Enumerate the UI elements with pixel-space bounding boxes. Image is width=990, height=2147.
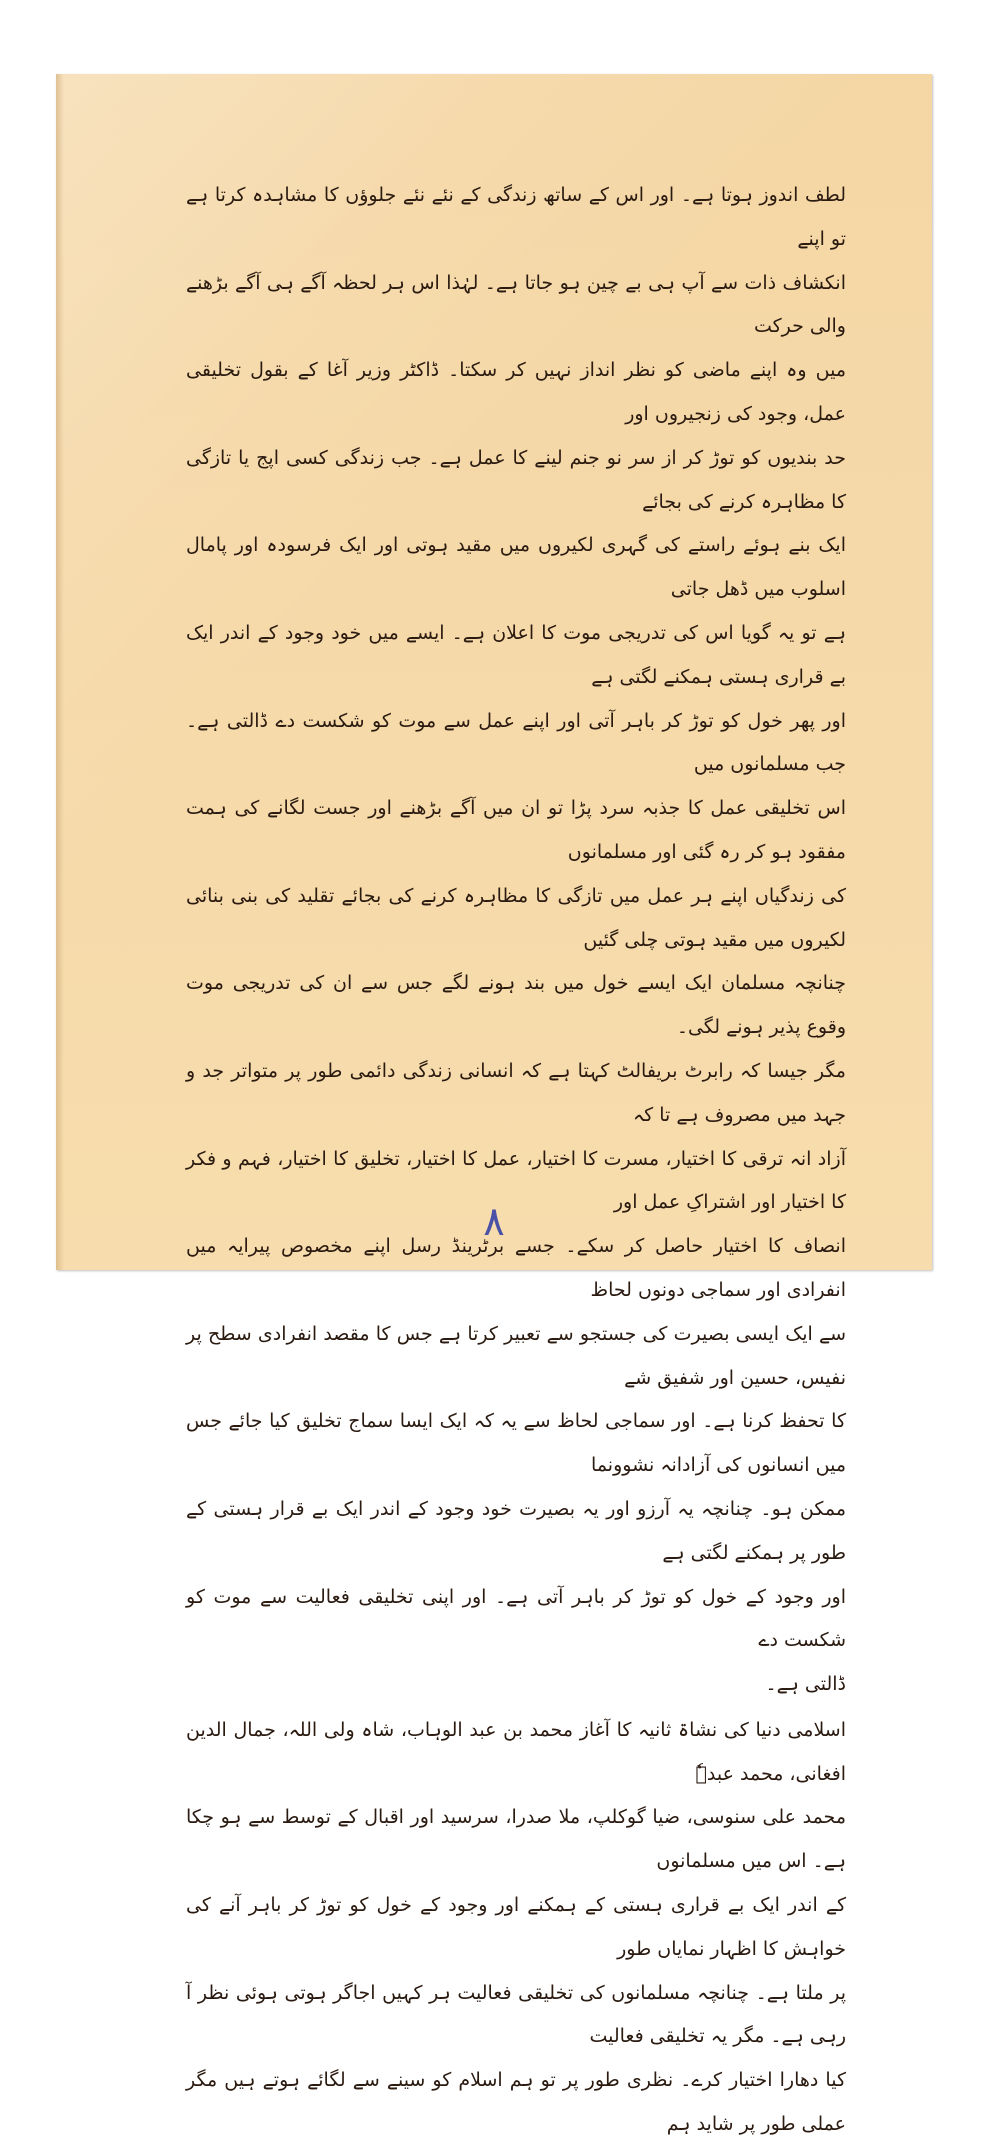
text-line: کیا دھارا اختیار کرے۔ نظری طور پر تو ہم اسلام کو سینے سے لگائے ہوتے ہیں مگر عملی طور پر شاید ہم [186,2069,846,2136]
text-line: ممکن ہو۔ چنانچہ یہ آرزو اور یہ بصیرت خود وجود کے اندر ایک بے قرار ہستی کے طور پر ہمکنے لگتی ہے [186,1497,846,1564]
text-line: حد بندیوں کو توڑ کر از سر نو جنم لینے کا عمل ہے۔ جب زندگی کسی اپج یا تازگی کا مظاہرہ کرنے کی بجائے [186,446,846,513]
text-line: آزاد انہ ترقی کا اختیار، مسرت کا اختیار، عمل کا اختیار، تخلیق کا اختیار، فہم و فکر کا اختیار اور اشتراکِ عمل اور [186,1147,846,1214]
paragraph-1 [186,174,846,1707]
page-number: ۸ [483,1199,505,1245]
text-line: کے اندر ایک بے قراری ہستی کے ہمکنے اور وجود کے خول کو توڑ کر باہر آنے کی خواہش کا اظہار نمایاں طور [186,1894,846,1960]
text-line: کا تحفظ کرنا ہے۔ اور سماجی لحاظ سے یہ کہ ایک ایسا سماج تخلیق کیا جائے جس میں انسانوں کی آزادانہ نشوونما [186,1410,846,1477]
paragraph-2 [186,1709,846,2147]
text-line: محمد علی سنوسی، ضیا گوکلپ، ملا صدرا، سرسید اور اقبال کے توسط سے ہو چکا ہے۔ اس میں مسلمانوں [186,1806,846,1873]
body-text [186,174,846,2147]
text-line: اس تخلیقی عمل کا جذبہ سرد پڑا تو ان میں آگے بڑھنے اور جست لگانے کی ہمت مفقود ہو کر رہ گئی اور مسلمانوں [186,797,846,863]
text-line: چنانچہ مسلمان ایک ایسے خول میں بند ہونے لگے جس سے ان کی تدریجی موت وقوع پذیر ہونے لگی۔ [186,972,846,1039]
text-line: پر ملتا ہے۔ چنانچہ مسلمانوں کی تخلیقی فعالیت ہر کہیں اجاگر ہوتی ہوئی نظر آ رہی ہے۔ مگر یہ تخلیقی فعالیت [186,1981,846,2048]
document-page [56,74,932,2136]
text-line: ایک بنے ہوئے راستے کی گہری لکیروں میں مقید ہوتی اور ایک فرسودہ اور پامال اسلوب میں ڈھل جاتی [186,534,846,601]
text-line: انکشاف ذات سے آپ ہی بے چین ہو جاتا ہے۔ لہٰذا اس ہر لحظہ آگے ہی آگے بڑھنے والی حرکت [186,271,846,338]
text-line: اور وجود کے خول کو توڑ کر باہر آتی ہے۔ اور اپنی تخلیقی فعالیت سے موت کو شکست دے [186,1585,846,1652]
text-line: لطف اندوز ہوتا ہے۔ اور اس کے ساتھ زندگی کے نئے نئے جلوؤں کا مشاہدہ کرتا ہے تو اپنے [186,184,846,250]
text-line: انصاف کا اختیار حاصل کر سکے۔ جسے برٹرینڈ رسل اپنے مخصوص پیرایہ میں انفرادی اور سماجی دونوں لحاظ [186,1235,846,1301]
text-line: اور پھر خول کو توڑ کر باہر آتی اور اپنے عمل سے موت کو شکست دے ڈالتی ہے۔ جب مسلمانوں میں [186,709,846,776]
text-line: سے ایک ایسی بصیرت کی جستجو سے تعبیر کرتا ہے جس کا مقصد انفرادی سطح پر نفیس، حسین اور شفیق شے [186,1322,846,1389]
text-line: اسلامی دنیا کی نشاۃ ثانیہ کا آغاز محمد بن عبد الوہاب، شاہ ولی اللہ، جمال الدین افغانی، محمد عبدہٗ [186,1718,846,1785]
text-line: مگر جیسا کہ رابرٹ بریفالٹ کہتا ہے کہ انسانی زندگی دائمی طور پر متواتر جد و جہد میں مصروف ہے تا کہ [186,1059,846,1126]
page-fold-shadow [56,74,64,1270]
text-line: ڈالتی ہے۔ [765,1673,846,1696]
text-line: ہے تو یہ گویا اس کی تدریجی موت کا اعلان ہے۔ ایسے میں خود وجود کے اندر ایک بے قراری ہستی ہمکنے لگتی ہے [186,621,846,688]
text-line: میں وہ اپنے ماضی کو نظر انداز نہیں کر سکتا۔ ڈاکٹر وزیر آغا کے بقول تخلیقی عمل، وجود کی زنجیروں اور [186,359,846,425]
text-line: کی زندگیاں اپنے ہر عمل میں تازگی کا مظاہرہ کرنے کی بجائے تقلید کی بنی بنائی لکیروں میں مقید ہوتی چلی گئیں [186,884,846,951]
